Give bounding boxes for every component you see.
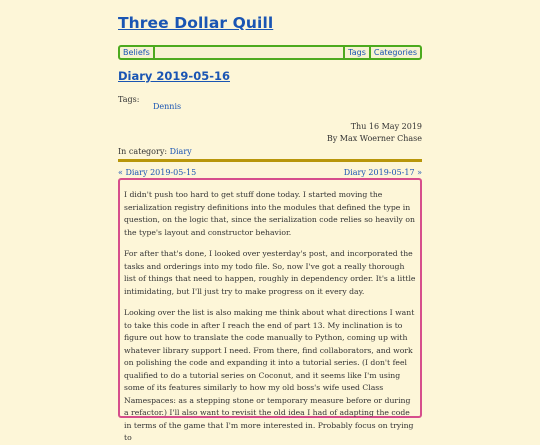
post-author: By Max Woerner Chase: [326, 134, 422, 143]
nav-bar: [118, 45, 422, 60]
post-content: [118, 178, 422, 442]
post-date: Thu 16 May 2019: [350, 122, 422, 131]
category-label: In category:: [118, 147, 168, 156]
post-category: [118, 147, 192, 156]
nav-tags-link[interactable]: Tags: [348, 48, 366, 57]
next-post-link[interactable]: Diary 2019-05-17 »: [343, 168, 422, 177]
post-title-link[interactable]: Diary 2019-05-16: [118, 69, 230, 83]
paragraph: I didn't push too hard to get stuff done today. I started moving the serialization registry definitions into the modules that defined the type in question, on the logic that, since the serialization code relies so heavily on the type's layout and constructor behavior.: [124, 190, 415, 237]
paragraph: For after that's done, I looked over yesterday's post, and incorporated the tasks and orderings into my todo file. So, now I've got a really thorough list of things that need to happen, roughly in dependency order. It's a little intimidating, but I'll just try to make progress on it every day.: [124, 249, 416, 296]
category-link[interactable]: Diary: [169, 147, 192, 156]
nav-beliefs-link[interactable]: Beliefs: [123, 48, 150, 57]
paragraph: Looking over the list is also making me think about what directions I want to take this code in after I reach the end of part 13. My inclination is to figure out how to translate the code manually to Python, coming up with whatever library support I need. From there, find collaborators, and work on polishing the code and expanding it into a tutorial series. (I don't feel qualified to do a tutorial series on Coconut, and it seems like I'm using some of its features similarly to how my old boss's wife used Class Namespaces: as a stepping stone or temporary measure before or during a refactor.) I'll also want to revisit the old idea I had of adapting the code in terms of the game that I'm more interested in. Probably focus on trying to: [124, 308, 415, 442]
nav-spacer: [153, 47, 343, 58]
tag-link-dennis[interactable]: Dennis: [153, 102, 182, 111]
divider: [118, 159, 422, 162]
tags-label: Tags:: [118, 95, 140, 104]
prev-post-link[interactable]: « Diary 2019-05-15: [118, 168, 197, 177]
nav-categories-link[interactable]: Categories: [373, 48, 417, 57]
site-title-link[interactable]: Three Dollar Quill: [118, 14, 274, 32]
